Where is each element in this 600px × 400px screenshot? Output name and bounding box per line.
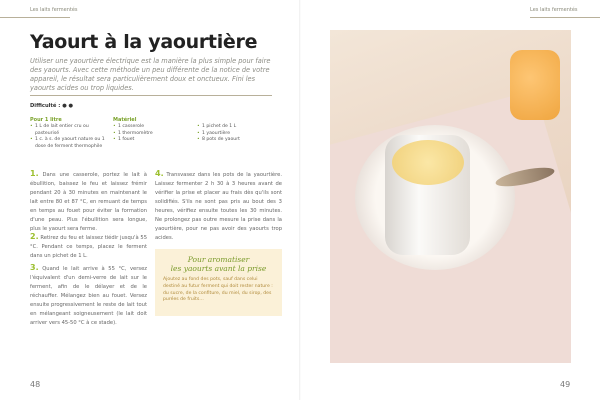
jam-jar	[510, 50, 560, 120]
tip-title	[155, 255, 282, 273]
ingredients-list	[30, 117, 105, 150]
equipment-item: • 1 yaourtière	[197, 131, 272, 138]
step-3	[30, 263, 147, 328]
equipment-list-2	[197, 124, 272, 144]
header-rule-right	[530, 17, 600, 18]
equipment-list	[113, 117, 188, 144]
page-number-right: 49	[560, 380, 571, 389]
running-head-left: Les laits fermentés	[30, 7, 78, 13]
ingredient-item: • 1 c. à s. de yaourt nature ou 1 dose de ferment thermophile	[30, 137, 105, 150]
step-text: Quand le lait arrive à 55 °C, versez l'équivalent d'un demi-verre de lait sur le ferment, afin de le délayer et de le réchauffer. Mélangez bien au fouet. Versez ensuite progressivement le reste de lait tout en mélangeant soigneusement (le lait doit arriver vers 45-50 °C à ce stade).	[30, 266, 147, 326]
running-head-right: Les laits fermentés	[530, 7, 578, 13]
equipment-item: • 1 thermomètre	[113, 131, 188, 138]
yogurt-photo	[330, 30, 571, 363]
step-2	[30, 232, 147, 261]
difficulty: Difficulté : ● ●	[30, 103, 73, 109]
yogurt-surface	[392, 140, 464, 185]
step-text: Transvasez dans les pots de la yaourtière. Laissez fermenter 2 h 30 à 3 heures avant de vérifier la prise et placer au frais dès qu'ils sont solidifiés. S'ils ne sont pas pris au bout des 3 heures, vérifiez ensuite toutes les 30 minutes. Ne prolongez pas outre mesure la prise dans la yaourtière, pour ne pas avoir des yaourts trop acides.	[155, 172, 282, 241]
header-rule-left	[0, 17, 70, 18]
tip-title-line-1: Pour aromatiser	[187, 255, 250, 264]
equipment-item: • 1 fouet	[113, 137, 188, 144]
intro-text: Utiliser une yaourtière électrique est la manière la plus simple pour faire des yaourts. Avec cette méthode un peu différente de la notice de votre appareil, le résultat sera particulièrement doux et onctueux. Fini les yaourts acides ou trop liquides.	[30, 57, 271, 92]
ingredient-item: • 1 L de lait entier cru ou pasteurisé	[30, 124, 105, 137]
equipment-item: • 1 casserole	[113, 124, 188, 131]
step-text: Retirez du feu et laissez tiédir jusqu'à 55 °C. Pendant ce temps, placez le ferment dans un pichet de 1 L.	[30, 235, 147, 259]
spine-gutter	[299, 0, 301, 400]
intro-rule	[30, 95, 272, 96]
page-title: Yaourt à la yaourtière	[30, 31, 258, 53]
step-number: 2.	[30, 232, 39, 241]
step-text: Dans une casserole, portez le lait à ébullition, baissez le feu et laissez frémir pendant 20 à 30 minutes en maintenant le lait entre 80 et 87 °C, en remuant de temps en temps au fouet pour éviter la formation d'une peau. Plus l'ébullition sera longue, plus le yaourt sera ferme.	[30, 172, 147, 232]
tip-text: Ajoutez au fond des pots, sauf dans celui destiné au futur ferment qui doit rester nature : du sucre, de la confiture, du miel, du sirop, des purées de fruits…	[163, 277, 273, 303]
step-number: 1.	[30, 169, 39, 178]
step-4	[155, 169, 282, 243]
step-number: 4.	[155, 169, 164, 178]
equipment-item: • 1 pichet de 1 L	[197, 124, 272, 131]
step-number: 3.	[30, 263, 39, 272]
step-1	[30, 169, 147, 234]
equipment-heading: Matériel	[113, 117, 137, 123]
page-number-left: 48	[30, 380, 41, 389]
tip-box	[155, 249, 282, 316]
equipment-item: • 8 pots de yaourt	[197, 137, 272, 144]
ingredients-heading: Pour 1 litre	[30, 117, 62, 123]
tip-title-line-2: les yaourts avant la prise	[170, 264, 267, 273]
